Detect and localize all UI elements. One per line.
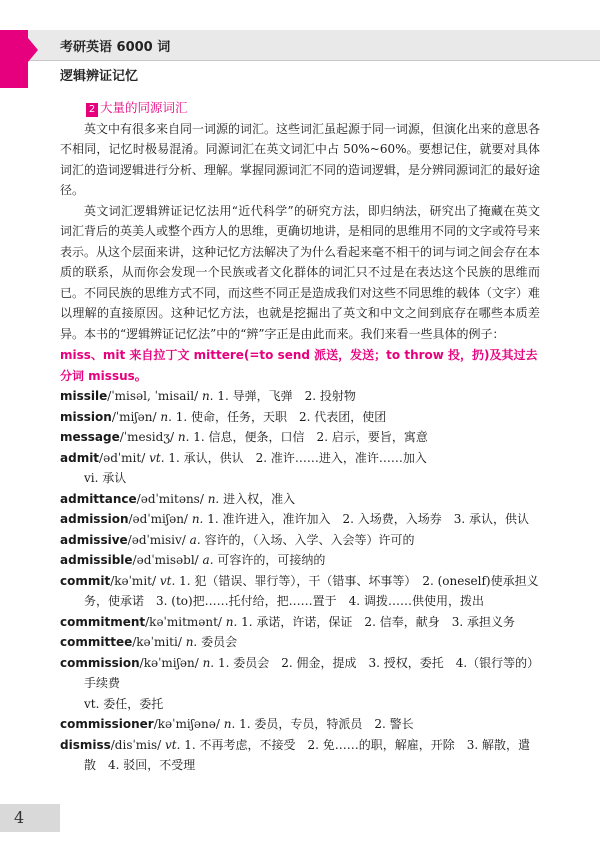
vocab-sub-definition: vi. 承认 bbox=[84, 471, 127, 485]
vocab-entry bbox=[60, 386, 540, 407]
definition: 容许的，（入场、入学、入会等）许可的 bbox=[204, 532, 415, 547]
definition: 1. 委员，专员，特派员 2. 警长 bbox=[239, 717, 414, 731]
vocab-entry bbox=[60, 489, 540, 510]
part-of-speech: n. bbox=[207, 491, 220, 506]
accent-tab bbox=[0, 30, 28, 88]
part-of-speech: a. bbox=[202, 553, 214, 567]
vocab-entry bbox=[60, 632, 540, 653]
phonetic: /ədˈmitəns/ bbox=[136, 491, 204, 506]
headword: message bbox=[60, 430, 120, 444]
vocab-entry bbox=[60, 714, 540, 735]
vocab-entry bbox=[60, 612, 540, 633]
definition: 1. 准许进入，准许加入 2. 入场费，入场券 3. 承认，供认 bbox=[207, 512, 529, 526]
phonetic: /kəˈmitmənt/ bbox=[145, 614, 222, 629]
phonetic: /ədˈmisəbl/ bbox=[132, 553, 199, 567]
vocab-entry bbox=[60, 735, 540, 776]
vocabulary-list bbox=[60, 386, 540, 776]
page-number: 4 bbox=[14, 808, 25, 827]
headword: admission bbox=[60, 512, 129, 526]
paragraph: 英文词汇逻辑辨证记忆法用“近代科学”的研究方法，即归纳法，研究出了掩藏在英文词汇背后的英美人或整个西方人的思维，更确切地讲，是相同的思维用不同的文字或符号来表示。从这个层面来讲，这种记忆方法解决了为什么看起来毫不相干的词与词之间会存在本质的联系，从而你会发现一个民族或者文化群体的词汇只不过是在表达这个民族的思维而已。不同民族的思维方式不同，而这些不同正是造成我们对这些不同思维的载体（文字）难以理解的直接原因。这种记忆方法，也就是挖掘出了英文和中文之间到底存在哪些本质差异。本书的“逻辑辨证记忆法”中的“辨”字正是由此而来。我们来看一些具体的例子： bbox=[60, 203, 541, 341]
vocab-sub-definition: vt. 委任，委托 bbox=[84, 696, 164, 711]
section-heading-text: 大量的同源词汇 bbox=[100, 100, 188, 115]
page-number-box bbox=[0, 804, 60, 832]
part-of-speech: n. bbox=[201, 389, 214, 403]
part-of-speech: vt. bbox=[165, 737, 181, 752]
part-of-speech: n. bbox=[223, 717, 236, 731]
page-content bbox=[60, 98, 540, 776]
definition: 1. 委员会 2. 佣金，提成 3. 授权，委托 4.（银行等的）手续费 bbox=[84, 655, 540, 690]
headword: mission bbox=[60, 409, 112, 424]
phonetic: /ədˈmisiv/ bbox=[127, 532, 186, 547]
headword: committee bbox=[60, 635, 133, 649]
phonetic: /ˈmesidʒ/ bbox=[119, 430, 175, 444]
part-of-speech: vt. bbox=[149, 450, 165, 465]
headword: commissioner bbox=[60, 717, 154, 731]
paragraph: 英文中有很多来自同一词源的词汇。这些词汇虽起源于同一词源，但演化出来的意思各不相同，记忆时极易混淆。同源词汇在英文词汇中占 50%~60%。要想记住，就要对具体词汇的造词逻辑进行分析、理解。掌握同源词汇不同的造词逻辑，是分辨同源词汇的最好途径。 bbox=[60, 121, 541, 197]
phonetic: /disˈmis/ bbox=[110, 737, 162, 752]
vocab-entry bbox=[60, 571, 540, 612]
vocab-entry bbox=[60, 427, 540, 448]
vocab-entry bbox=[60, 550, 540, 571]
part-of-speech: n. bbox=[185, 635, 198, 649]
header-divider bbox=[28, 60, 600, 61]
headword: admissive bbox=[60, 532, 128, 547]
phonetic: /kəˈmiʃənə/ bbox=[153, 717, 220, 731]
phonetic: /kəˈmiʃən/ bbox=[139, 655, 199, 670]
headword: commit bbox=[60, 573, 111, 588]
vocab-entry bbox=[60, 530, 540, 551]
definition: 1. 不再考虑，不接受 2. 免……的职，解雇，开除 3. 解散，遣散 4. 驳回，不受理 bbox=[84, 737, 531, 772]
definition: 1. 使命，任务，天职 2. 代表团，使团 bbox=[175, 409, 387, 424]
vocab-entry bbox=[60, 407, 540, 428]
part-of-speech: n. bbox=[202, 655, 215, 670]
definition: 1. 导弹，飞弹 2. 投射物 bbox=[217, 389, 356, 403]
part-of-speech: vt. bbox=[159, 573, 176, 588]
headword: admittance bbox=[60, 491, 137, 506]
definition: 进入权，准入 bbox=[223, 491, 296, 506]
headword: admit bbox=[60, 450, 100, 465]
phonetic: /kəˈmiti/ bbox=[132, 635, 182, 649]
phonetic: /kəˈmit/ bbox=[110, 573, 157, 588]
definition: 委员会 bbox=[201, 635, 238, 649]
book-title: 考研英语 6000 词 bbox=[60, 40, 171, 55]
vocab-entry bbox=[60, 448, 540, 469]
headword: admissible bbox=[60, 553, 133, 567]
definition: 可容许的，可接纳的 bbox=[217, 553, 326, 567]
headword: commission bbox=[60, 655, 140, 670]
definition: 1. 信息，便条，口信 2. 启示，要旨，寓意 bbox=[193, 430, 428, 444]
part-of-speech: a. bbox=[189, 532, 201, 547]
chapter-title: 逻辑辨证记忆 bbox=[60, 69, 139, 84]
chevron-right-icon bbox=[28, 38, 38, 62]
phonetic: /ədˈmiʃən/ bbox=[128, 512, 188, 526]
section-heading bbox=[86, 98, 540, 119]
section-number-badge: 2 bbox=[86, 103, 98, 117]
word-root-line: miss、mit 来自拉丁文 mittere(=to send 派送，发送；to throw 投，扔)及其过去分词 missus。 bbox=[60, 348, 538, 383]
part-of-speech: n. bbox=[160, 409, 172, 424]
definition: 1. 承诺，许诺，保证 2. 信奉，献身 3. 承担义务 bbox=[241, 614, 515, 629]
definition: 1. 犯（错误、罪行等），干（错事、坏事等） 2. (oneself)使承担义务，使承诺 3. (to)把……托付给，把……置于 4. 调拨……供使用，拨出 bbox=[84, 573, 539, 608]
definition: 1. 承认，供认 2. 准许……进入，准许……加入 bbox=[168, 450, 427, 465]
part-of-speech: n. bbox=[191, 512, 204, 526]
headword: dismiss bbox=[60, 737, 111, 752]
phonetic: /ədˈmit/ bbox=[99, 450, 146, 465]
part-of-speech: n. bbox=[177, 430, 190, 444]
vocab-entry bbox=[60, 653, 540, 694]
headword: commitment bbox=[60, 614, 146, 629]
headword: missile bbox=[60, 389, 108, 403]
phonetic: /ˈmiʃən/ bbox=[111, 409, 157, 424]
part-of-speech: n. bbox=[225, 614, 238, 629]
phonetic: /ˈmisəl, ˈmisail/ bbox=[107, 389, 199, 403]
vocab-entry bbox=[60, 509, 540, 530]
